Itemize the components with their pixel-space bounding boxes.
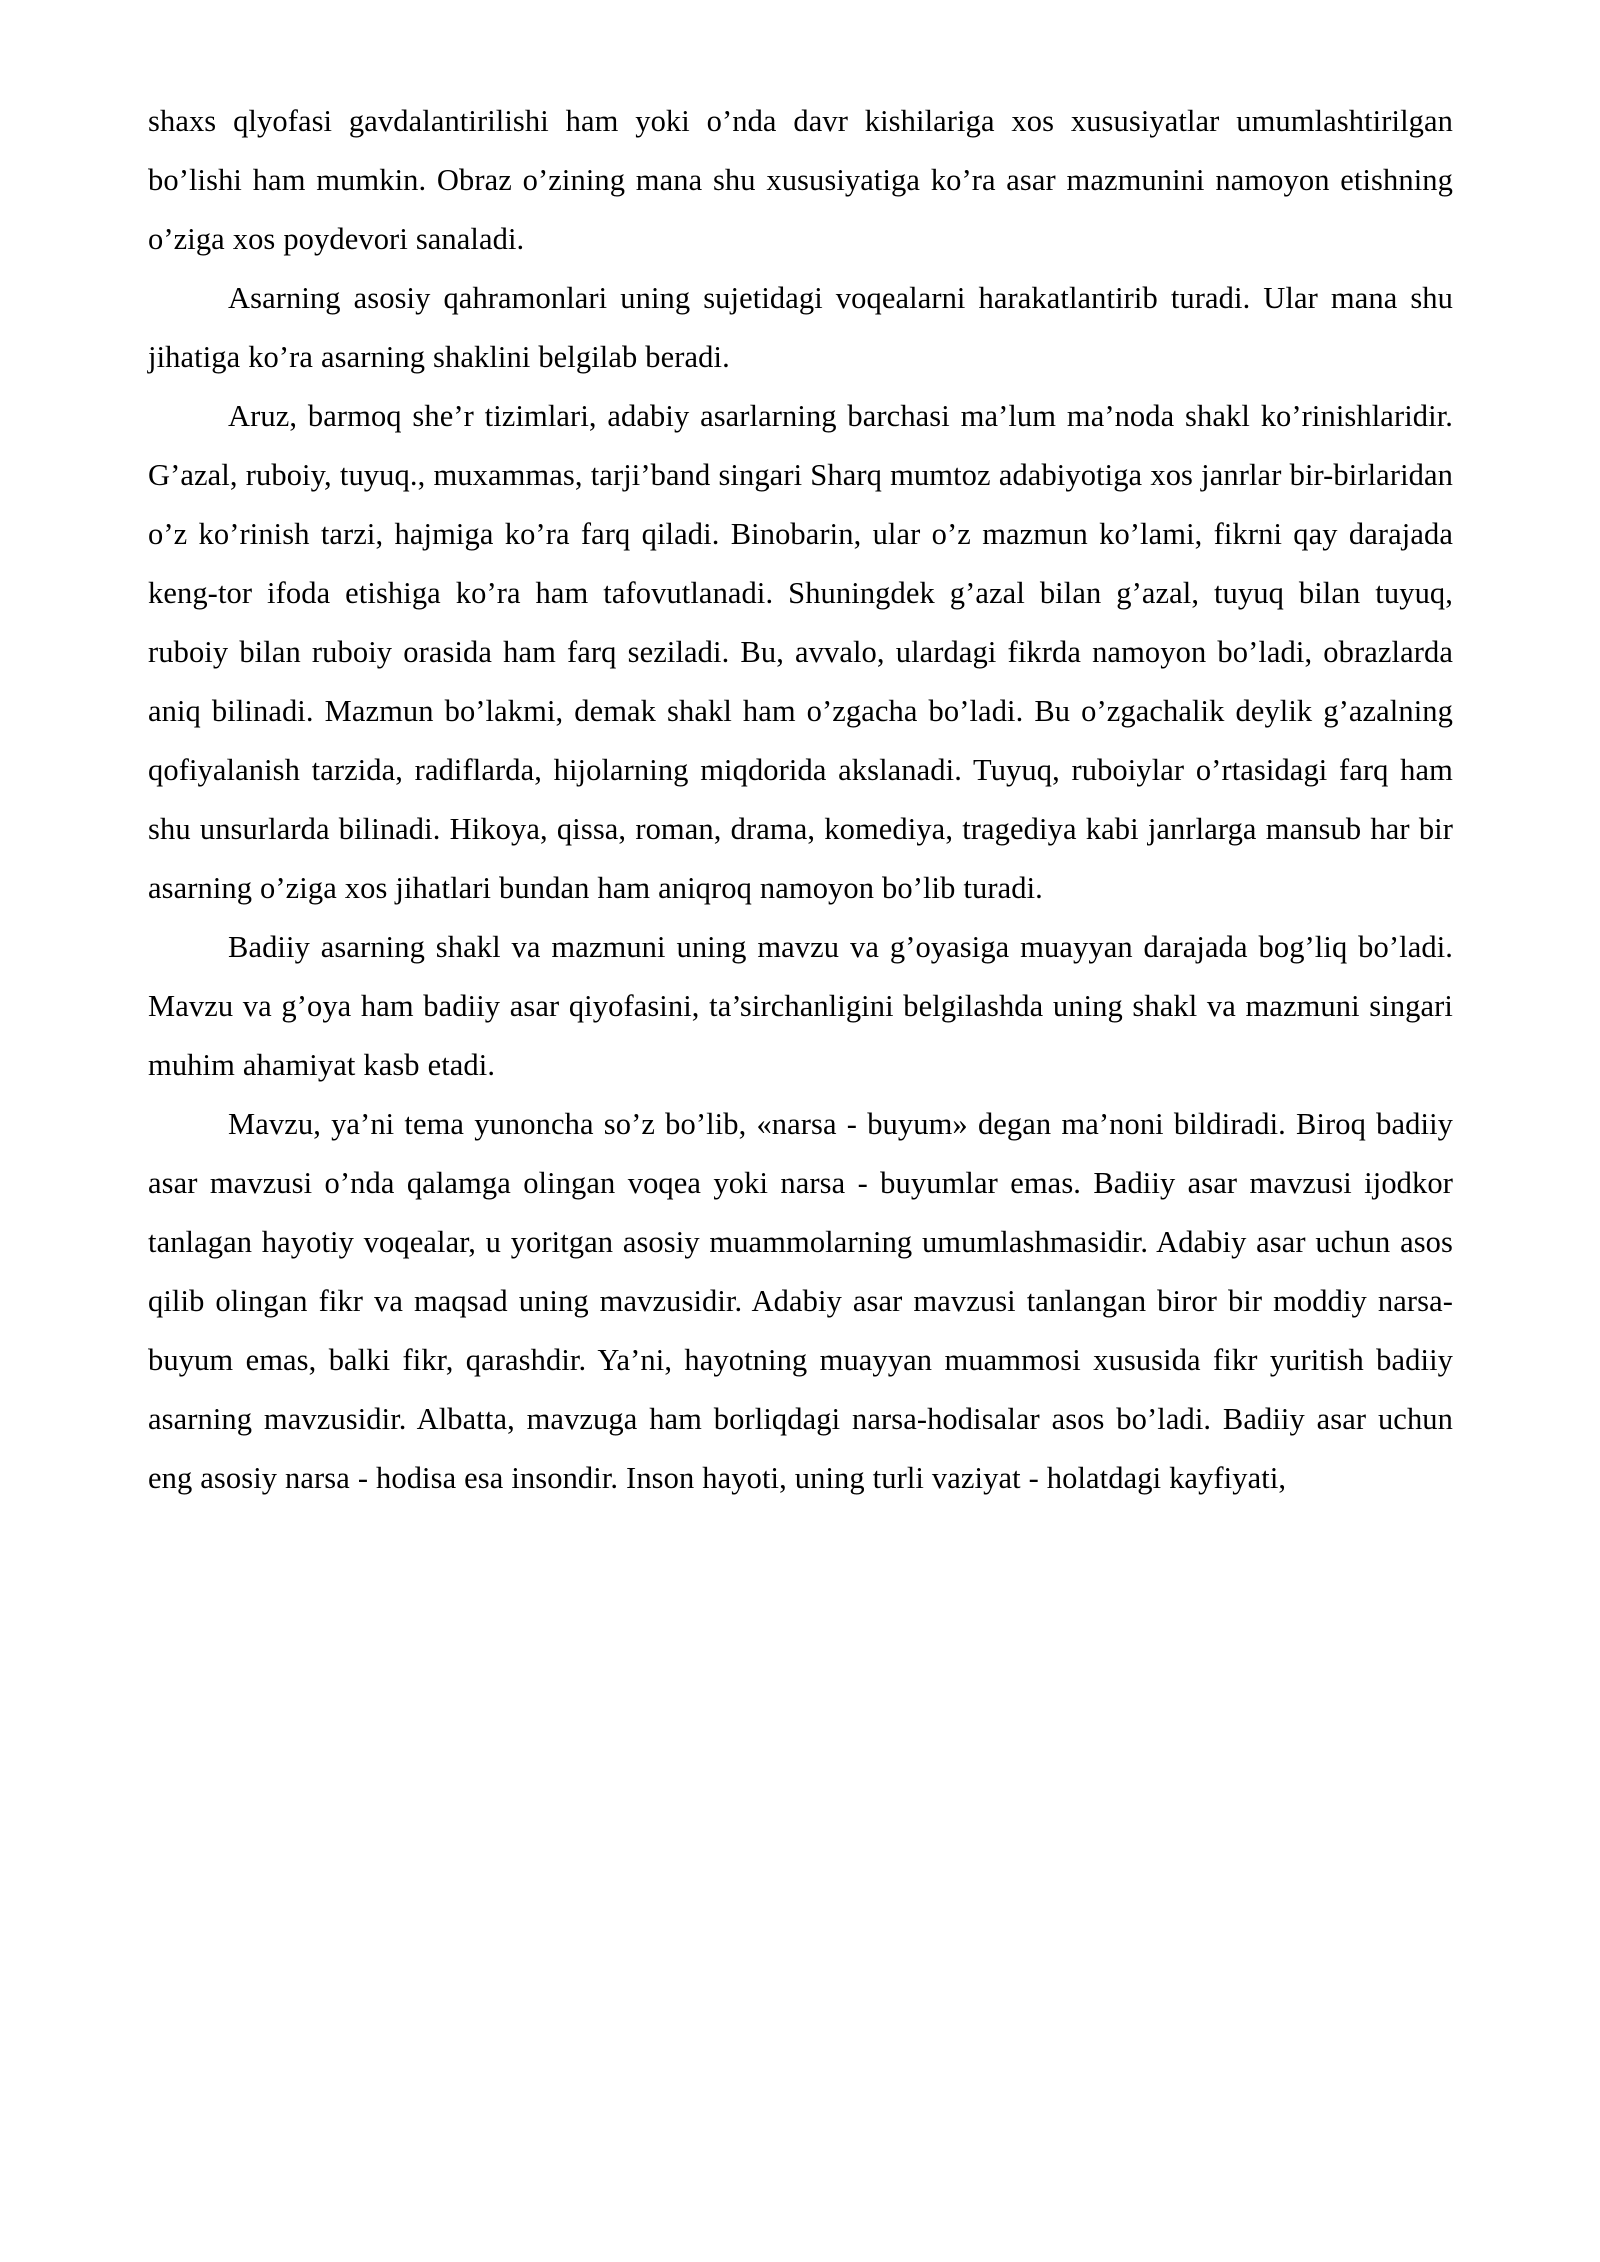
paragraph-1: shaxs qlyofasi gavdalantirilishi ham yoki o’nda davr kishilariga xos xususiyatlar umumlashtirilgan bo’lishi ham mumkin. Obraz o’zining mana shu xususiyatiga ko’ra asar mazmunini namoyon etishning o’ziga xos poydevori sanaladi. [148,104,1453,257]
text-column [148,92,1453,1508]
paragraph-4: Badiiy asarning shakl va mazmuni uning mavzu va g’oyasiga muayyan darajada bog’liq bo’ladi. Mavzu va g’oya ham badiiy asar qiyofasini, ta’sirchanligini belgilashda uning shakl va mazmuni singari muhim ahamiyat kasb etadi. [148,930,1453,1083]
paragraph-2: Asarning asosiy qahramonlari uning sujetidagi voqealarni harakatlantirib turadi. Ular mana shu jihatiga ko’ra asarning shaklini belgilab beradi. [148,281,1453,375]
paragraph-5: Mavzu, ya’ni tema yunoncha so’z bo’lib, «narsa - buyum» degan ma’noni bildiradi. Biroq badiiy asar mavzusi o’nda qalamga olingan voqea yoki narsa - buyumlar emas. Badiiy asar mavzusi ijodkor tanlagan hayotiy voqealar, u yoritgan asosiy muammolarning umumlashmasidir. Adabiy asar uchun asos qilib olingan fikr va maqsad uning mavzusidir. Adabiy asar mavzusi tanlangan biror bir moddiy narsa-buyum emas, balki fikr, qarashdir. Ya’ni, hayotning muayyan muammosi xususida fikr yuritish badiiy asarning mavzusidir. Albatta, mavzuga ham borliqdagi narsa-hodisalar asos bo’ladi. Badiiy asar uchun eng asosiy narsa - hodisa esa insondir. Inson hayoti, uning turli vaziyat - holatdagi kayfiyati, [148,1107,1453,1496]
paragraph-3: Aruz, barmoq she’r tizimlari, adabiy asarlarning barchasi ma’lum ma’noda shakl ko’rinishlaridir. G’azal, ruboiy, tuyuq., muxammas, tarji’band singari Sharq mumtoz adabiyotiga xos janrlar bir-birlaridan o’z ko’rinish tarzi, hajmiga ko’ra farq qiladi. Binobarin, ular o’z mazmun ko’lami, fikrni qay darajada keng-tor ifoda etishiga ko’ra ham tafovutlanadi. Shuningdek g’azal bilan g’azal, tuyuq bilan tuyuq, ruboiy bilan ruboiy orasida ham farq seziladi. Bu, avvalo, ulardagi fikrda namoyon bo’ladi, obrazlarda aniq bilinadi. Mazmun bo’lakmi, demak shakl ham o’zgacha bo’ladi. Bu o’zgachalik deylik g’azalning qofiyalanish tarzida, radiflarda, hijolarning miqdorida akslanadi. Tuyuq, ruboiylar o’rtasidagi farq ham shu unsurlarda bilinadi. Hikoya, qissa, roman, drama, komediya, tragediya kabi janrlarga mansub har bir asarning o’ziga xos jihatlari bundan ham aniqroq namoyon bo’lib turadi. [148,399,1453,906]
